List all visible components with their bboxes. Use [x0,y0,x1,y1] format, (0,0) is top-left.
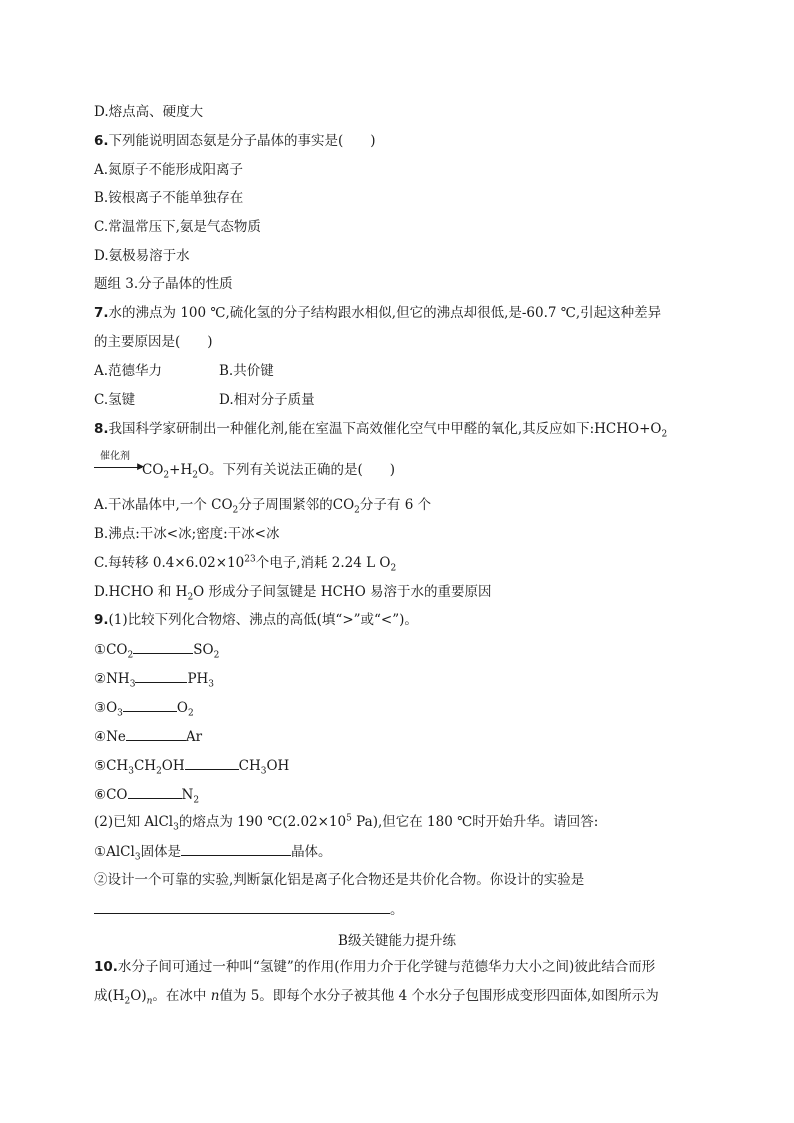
q7-stem-line2: 的主要原因是( ) [94,334,213,350]
q7-option-d: D.相对分子质量 [219,392,315,408]
q8-option-a: A.干冰晶体中,一个 $CO_2$分子周围紧邻的$CO_2$分子有 6 个 [94,497,432,516]
q6-option-d: D.氨极易溶于水 [94,248,190,264]
answer-blank[interactable] [94,900,390,914]
q8-stem-line2: 催化剂 ▶ $CO_2+H_2O$。下列有关说法正确的是( ) [94,461,395,479]
q7-option-c: C.氢键 [94,392,136,408]
q6-option-a: A.氮原子不能形成阳离子 [94,162,244,178]
q10-stem-line1: 10.水分子间可通过一种叫“氢键”的作用(作用力介于化学键与范德华力大小之间)彼此结合而形 [94,959,656,975]
q9-item-2: $②NH_3$ $PH_3$ [94,671,215,690]
answer-blank[interactable] [181,842,291,856]
q9-sub2-answer: 。 [94,900,404,919]
answer-blank[interactable] [135,669,187,683]
q10-stem-line2: 成$(H_2O)_n$。在冰中 n值为 5。即每个水分子被其他 4 个水分子包围形成变形四面体,如图所示为 [94,988,659,1007]
catalyst-arrow: 催化剂 ▶ [94,461,142,479]
q7-option-a: A.范德华力 [94,363,163,379]
q6-option-b: B.铵根离子不能单独存在 [94,190,244,206]
q9-part2: (2)已知 AlCl$_3$的熔点为 190 $℃(2.02\times 10^5$ Pa),但它在 180 ℃时开始升华。请回答: [94,813,599,833]
q7-stem-line1: 7.水的沸点为 100 ℃,硫化氢的分子结构跟水相似,但它的沸点却很低,是-60.7 ℃,引起这种差异 [94,305,662,321]
group-3-heading: 题组 3.分子晶体的性质 [94,276,233,292]
catalyst-label: 催化剂 [100,451,130,462]
q9-item-6: ⑥CO $N_2$ [94,787,200,806]
q9-item-4: ④Ne Ar [94,729,203,745]
q6-stem: 6.下列能说明固态氨是分子晶体的事实是( ) [94,133,376,149]
q8-option-d: D.HCHO 和 $H_2O$ 形成分子间氢键是 HCHO 易溶于水的重要原因 [94,584,492,603]
answer-blank[interactable] [123,698,177,712]
q9-item-5: $⑤CH_3CH_2OH$ $CH_3OH$ [94,758,290,777]
q8-option-c: C.每转移 $0.4\times 6.02\times 10^{23}$个电子,消耗 2.24 L $O_2$ [94,554,397,574]
q9-item-1: $①CO_2$ $SO_2$ [94,642,220,661]
q5-option-d: D.熔点高、硬度大 [94,104,204,120]
answer-blank[interactable] [133,640,193,654]
q9-item-3: $③O_3$ $O_2$ [94,700,194,719]
q9-sub1: ①AlCl$_3$固体是 晶体。 [94,844,332,863]
q9-part1: 9.(1)比较下列化合物熔、沸点的高低(填“>”或“<”)。 [94,612,418,628]
q6-option-c: C.常温常压下,氨是气态物质 [94,219,261,235]
answer-blank[interactable] [126,727,186,741]
q8-option-b: B.沸点:干冰<冰;密度:干冰<冰 [94,526,280,542]
q7-option-b: B.共价键 [219,363,274,379]
section-b-heading: B级关键能力提升练 [338,933,456,949]
q9-sub2: ②设计一个可靠的实验,判断氯化铝是离子化合物还是共价化合物。你设计的实验是 [94,872,585,888]
answer-blank[interactable] [128,785,182,799]
answer-blank[interactable] [185,756,239,770]
q8-stem-line1: 8.我国科学家研制出一种催化剂,能在室温下高效催化空气中甲醛的氧化,其反应如下$:HCHO+O_2$ [94,421,668,440]
